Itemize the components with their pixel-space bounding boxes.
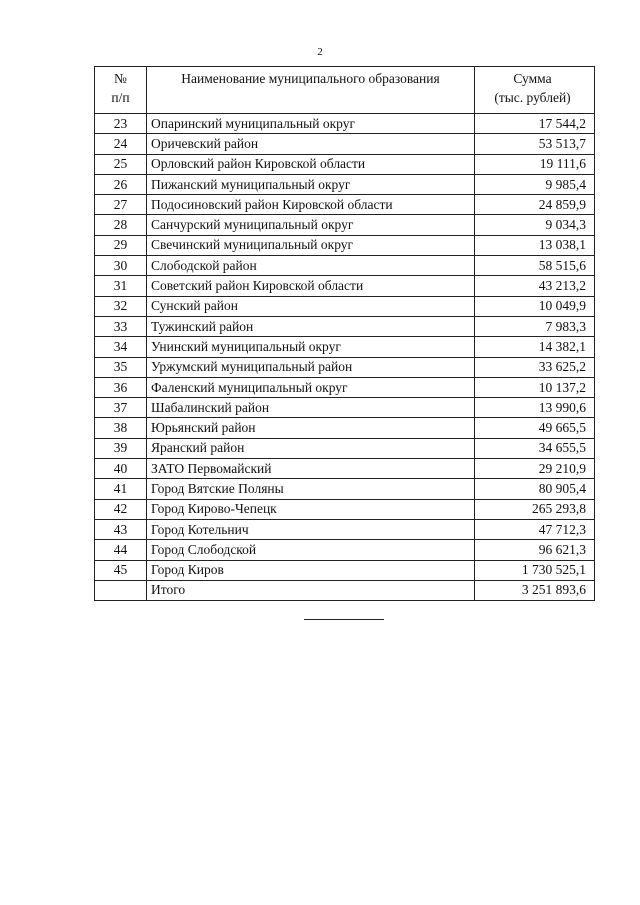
row-name: Город Слободской	[147, 540, 475, 560]
row-sum: 9 985,4	[475, 174, 595, 194]
row-name: Санчурский муниципальный округ	[147, 215, 475, 235]
table-row	[95, 438, 595, 458]
table-row	[95, 276, 595, 296]
row-number: 27	[95, 195, 147, 215]
row-name: Шабалинский район	[147, 398, 475, 418]
row-name: Пижанский муниципальный округ	[147, 174, 475, 194]
header-number-line2: п/п	[111, 90, 130, 105]
row-name: Сунский район	[147, 296, 475, 316]
header-sum	[475, 67, 595, 114]
row-number: 30	[95, 256, 147, 276]
row-number: 44	[95, 540, 147, 560]
row-name: Советский район Кировской области	[147, 276, 475, 296]
table-row	[95, 195, 595, 215]
header-sum-line2: (тыс. рублей)	[494, 90, 571, 105]
header-sum-line1: Сумма	[513, 71, 552, 86]
row-number: 35	[95, 357, 147, 377]
table-row	[95, 357, 595, 377]
row-number: 32	[95, 296, 147, 316]
row-sum: 96 621,3	[475, 540, 595, 560]
row-sum: 13 990,6	[475, 398, 595, 418]
row-name: Унинский муниципальный округ	[147, 337, 475, 357]
table-row	[95, 479, 595, 499]
table-row	[95, 174, 595, 194]
row-sum: 10 137,2	[475, 377, 595, 397]
row-number: 23	[95, 114, 147, 134]
row-number: 39	[95, 438, 147, 458]
row-sum: 53 513,7	[475, 134, 595, 154]
table-header	[95, 67, 595, 114]
table-row	[95, 154, 595, 174]
row-sum: 47 712,3	[475, 519, 595, 539]
table-row	[95, 377, 595, 397]
header-number	[95, 67, 147, 114]
row-number: 41	[95, 479, 147, 499]
row-number: 29	[95, 235, 147, 255]
table-row	[95, 235, 595, 255]
total-label: Итого	[147, 580, 475, 600]
row-name: Свечинский муниципальный округ	[147, 235, 475, 255]
page-number: 2	[317, 46, 323, 58]
row-number: 31	[95, 276, 147, 296]
row-sum: 17 544,2	[475, 114, 595, 134]
row-name: Город Кирово-Чепецк	[147, 499, 475, 519]
row-sum: 43 213,2	[475, 276, 595, 296]
row-number: 36	[95, 377, 147, 397]
table-row	[95, 499, 595, 519]
row-name: Яранский район	[147, 438, 475, 458]
table-row	[95, 296, 595, 316]
total-number	[95, 580, 147, 600]
row-sum: 19 111,6	[475, 154, 595, 174]
row-number: 40	[95, 459, 147, 479]
table-row	[95, 459, 595, 479]
row-number: 33	[95, 316, 147, 336]
row-sum: 10 049,9	[475, 296, 595, 316]
row-number: 28	[95, 215, 147, 235]
row-number: 25	[95, 154, 147, 174]
table-row	[95, 398, 595, 418]
row-sum: 1 730 525,1	[475, 560, 595, 580]
row-name: Город Киров	[147, 560, 475, 580]
row-name: ЗАТО Первомайский	[147, 459, 475, 479]
table-row	[95, 256, 595, 276]
table-row	[95, 134, 595, 154]
table-row	[95, 540, 595, 560]
header-number-line1: №	[114, 71, 127, 86]
header-name: Наименование муниципального образования	[147, 67, 475, 114]
total-sum: 3 251 893,6	[475, 580, 595, 600]
end-separator-line	[304, 619, 384, 620]
row-number: 42	[95, 499, 147, 519]
row-name: Слободской район	[147, 256, 475, 276]
row-sum: 265 293,8	[475, 499, 595, 519]
row-sum: 58 515,6	[475, 256, 595, 276]
row-name: Подосиновский район Кировской области	[147, 195, 475, 215]
table-row	[95, 316, 595, 336]
row-name: Тужинский район	[147, 316, 475, 336]
row-number: 43	[95, 519, 147, 539]
row-number: 37	[95, 398, 147, 418]
municipal-sums-table	[94, 66, 595, 601]
row-sum: 80 905,4	[475, 479, 595, 499]
row-sum: 29 210,9	[475, 459, 595, 479]
row-sum: 33 625,2	[475, 357, 595, 377]
row-number: 45	[95, 560, 147, 580]
table-row	[95, 337, 595, 357]
row-number: 34	[95, 337, 147, 357]
row-number: 38	[95, 418, 147, 438]
table-row	[95, 560, 595, 580]
header-row	[95, 67, 595, 114]
row-sum: 9 034,3	[475, 215, 595, 235]
row-sum: 13 038,1	[475, 235, 595, 255]
table-row	[95, 519, 595, 539]
row-name: Уржумский муниципальный район	[147, 357, 475, 377]
row-sum: 14 382,1	[475, 337, 595, 357]
row-name: Опаринский муниципальный округ	[147, 114, 475, 134]
total-row	[95, 580, 595, 600]
row-name: Орловский район Кировской области	[147, 154, 475, 174]
row-sum: 34 655,5	[475, 438, 595, 458]
row-name: Город Котельнич	[147, 519, 475, 539]
table-body	[95, 114, 595, 601]
row-number: 24	[95, 134, 147, 154]
row-sum: 7 983,3	[475, 316, 595, 336]
row-name: Оричевский район	[147, 134, 475, 154]
row-name: Фаленский муниципальный округ	[147, 377, 475, 397]
row-name: Город Вятские Поляны	[147, 479, 475, 499]
row-name: Юрьянский район	[147, 418, 475, 438]
row-sum: 24 859,9	[475, 195, 595, 215]
row-number: 26	[95, 174, 147, 194]
table-row	[95, 215, 595, 235]
table-row	[95, 418, 595, 438]
row-sum: 49 665,5	[475, 418, 595, 438]
table-row	[95, 114, 595, 134]
